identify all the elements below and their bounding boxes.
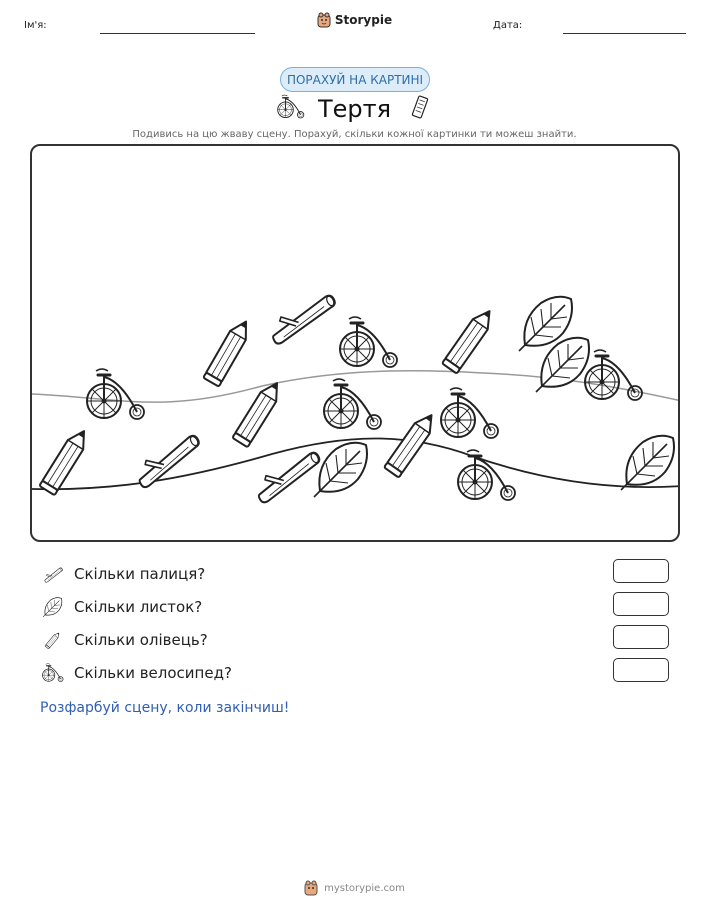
pencil-item	[39, 426, 91, 495]
footer-url[interactable]: mystorypie.com	[324, 882, 405, 894]
stick-item	[132, 431, 205, 489]
answer-box-leaf[interactable]	[613, 592, 669, 616]
coloring-note: Розфарбуй сцену, коли закінчиш!	[40, 700, 290, 716]
question-text: Скільки листок?	[74, 598, 203, 616]
brand-name: Storypie	[334, 13, 393, 27]
question-pencil	[40, 628, 208, 652]
bicycle-item	[585, 350, 642, 400]
date-line[interactable]	[563, 33, 686, 34]
stick-icon	[40, 562, 66, 586]
question-text: Скільки олівець?	[74, 631, 208, 649]
question-bicycle	[40, 661, 232, 685]
leaf-item	[536, 338, 589, 392]
name-label: Ім'я:	[24, 20, 47, 31]
stick-item	[266, 291, 340, 345]
bicycle-item	[458, 450, 515, 500]
pencil-item	[232, 378, 284, 447]
date-label: Дата:	[493, 20, 523, 31]
footer	[0, 880, 709, 896]
question-text: Скільки велосипед?	[74, 664, 232, 682]
activity-badge: ПОРАХУЙ НА КАРТИНІ	[280, 67, 430, 92]
pencil-item	[442, 306, 497, 374]
bicycle-item	[324, 379, 381, 429]
leaf-icon	[40, 595, 66, 619]
bicycle-item	[87, 369, 144, 419]
question-stick	[40, 562, 205, 586]
leaf-item	[621, 436, 674, 490]
pencil-item	[203, 317, 254, 387]
answer-box-stick[interactable]	[613, 559, 669, 583]
page-title: Тертя	[317, 95, 392, 123]
logo	[0, 12, 709, 28]
storypie-logo-icon	[317, 12, 331, 28]
question-text: Скільки палиця?	[74, 565, 206, 583]
bicycle-icon	[40, 661, 66, 685]
answer-box-bicycle[interactable]	[613, 658, 669, 682]
counting-scene	[30, 144, 680, 542]
storypie-logo-icon	[304, 880, 318, 896]
answer-box-pencil[interactable]	[613, 625, 669, 649]
bicycle-item	[340, 317, 397, 367]
leaf-item	[314, 443, 367, 497]
name-line[interactable]	[100, 33, 255, 34]
instructions: Подивись на цю жваву сцену. Порахуй, скільки кожної картинки ти можеш знайти.	[132, 129, 577, 140]
sandpaper-icon	[405, 92, 435, 122]
pencil-icon	[40, 628, 66, 652]
question-leaf	[40, 595, 202, 619]
bicycle-item	[441, 388, 498, 438]
